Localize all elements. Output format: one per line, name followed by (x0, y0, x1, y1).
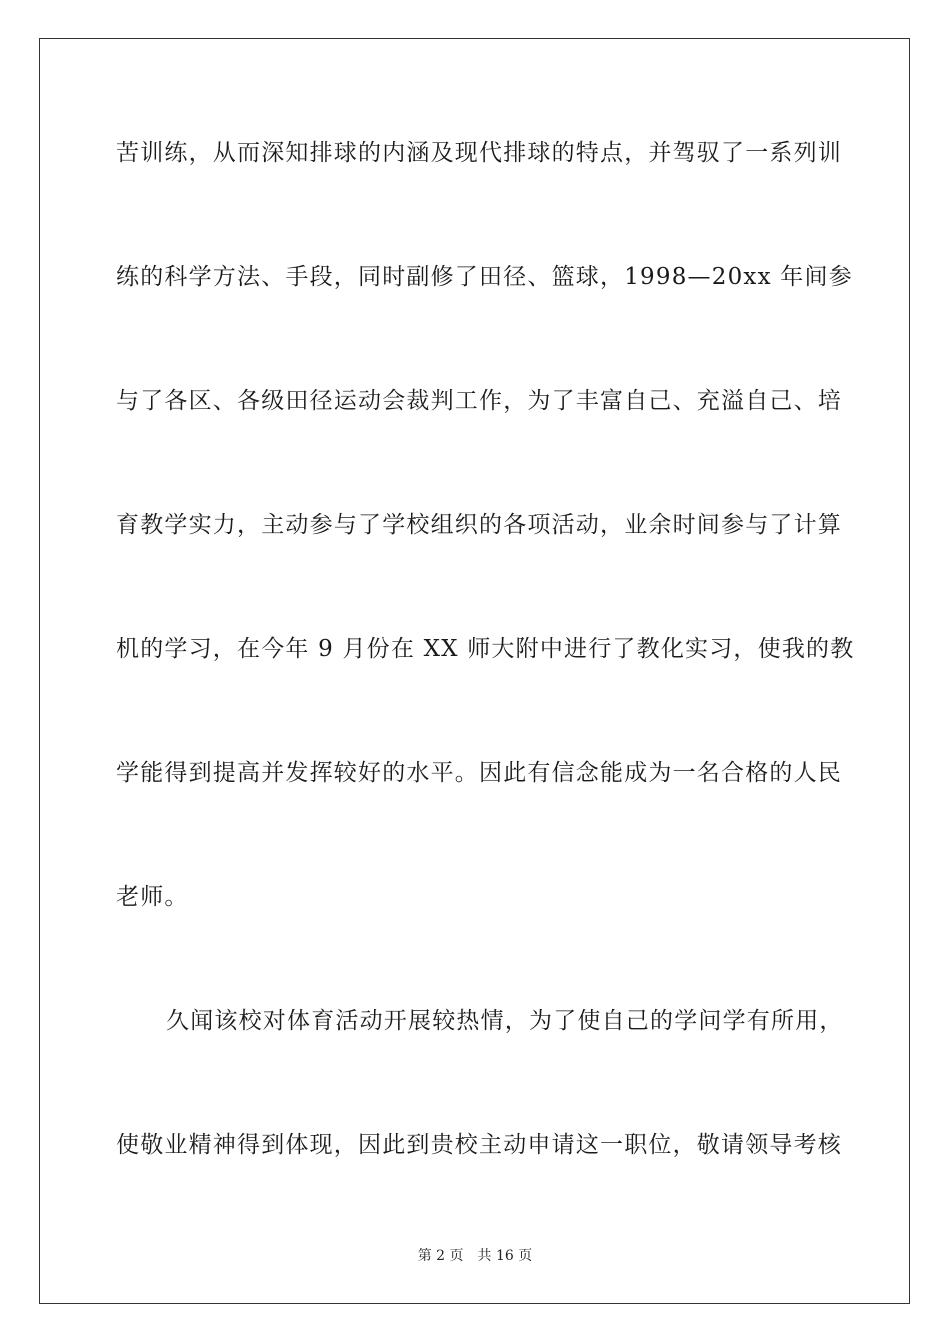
page-footer (0, 1247, 950, 1265)
body-line-6: 学能得到提高并发挥较好的水平。因此有信念能成为一名合格的人民 (116, 760, 842, 786)
body-line-3: 与了各区、各级田径运动会裁判工作，为了丰富自己、充溢自己、培 (116, 388, 842, 414)
page-number: 第 2 页 (417, 1248, 464, 1264)
body-line-2: 练的科学方法、手段，同时副修了田径、篮球，1998—20xx 年间参 (116, 264, 853, 290)
body-line-8: 久闻该校对体育活动开展较热情，为了使自己的学问学有所用， (166, 1008, 844, 1034)
page-border (39, 38, 910, 1304)
body-line-9: 使敬业精神得到体现，因此到贵校主动申请这一职位，敬请领导考核 (116, 1132, 842, 1158)
body-line-4: 育教学实力，主动参与了学校组织的各项活动，业余时间参与了计算 (116, 512, 842, 538)
page-total: 共 16 页 (477, 1248, 533, 1264)
body-line-5: 机的学习，在今年 9 月份在 XX 师大附中进行了教化实习，使我的教 (116, 636, 855, 662)
body-line-1: 苦训练，从而深知排球的内涵及现代排球的特点，并驾驭了一系列训 (116, 140, 842, 166)
body-line-7: 老师。 (116, 884, 189, 910)
